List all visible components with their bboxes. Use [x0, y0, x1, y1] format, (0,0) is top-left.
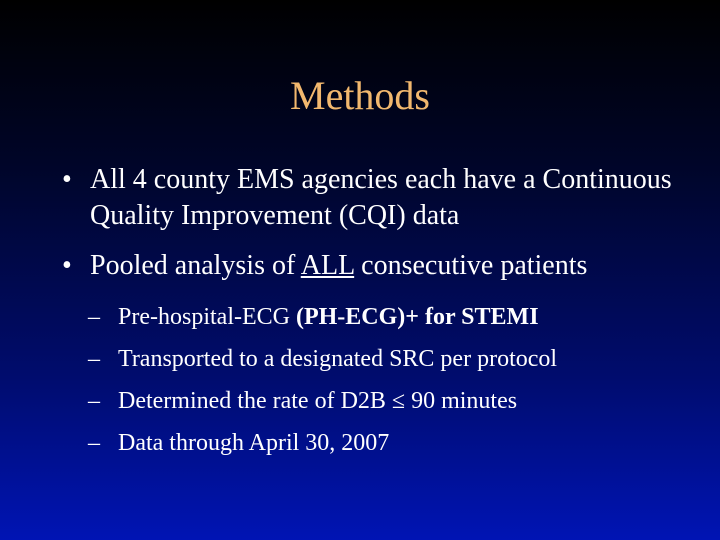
- sub-bullet-item: [88, 386, 708, 416]
- sub-bullet-marker: –: [88, 346, 100, 372]
- bullet-text: All 4 county EMS agencies each have a Continuous Quality Improvement (CQI) data: [90, 164, 672, 231]
- bullet-text-after: consecutive patients: [354, 250, 588, 281]
- sub-bullet-item: [88, 302, 708, 332]
- sub-bullet-item: [88, 428, 708, 458]
- sub-bullet-marker: –: [88, 430, 100, 456]
- bullet-list: [62, 162, 702, 298]
- sub-bullet-item: [88, 344, 708, 374]
- sub-bullet-text: Data through April 30, 2007: [118, 430, 390, 456]
- sub-bullet-text: Pre-hospital-ECG: [118, 304, 296, 330]
- bullet-text-underlined: ALL: [300, 250, 355, 281]
- slide-title: Methods: [290, 73, 430, 118]
- bullet-marker: •: [62, 164, 72, 195]
- sub-bullet-marker: –: [88, 388, 100, 414]
- bullet-marker: •: [62, 250, 72, 281]
- sub-bullet-text: Transported to a designated SRC per protocol: [118, 346, 558, 372]
- sub-bullet-text-bold: (PH-ECG)+ for STEMI: [295, 304, 539, 330]
- sub-bullet-list: [88, 302, 708, 470]
- sub-bullet-text: Determined the rate of D2B ≤ 90 minutes: [118, 388, 518, 414]
- bullet-text-before: Pooled analysis of: [90, 250, 301, 281]
- bullet-item: [62, 248, 702, 284]
- bullet-item: [62, 162, 702, 234]
- sub-bullet-marker: –: [88, 304, 100, 330]
- bullet-text: [90, 250, 587, 281]
